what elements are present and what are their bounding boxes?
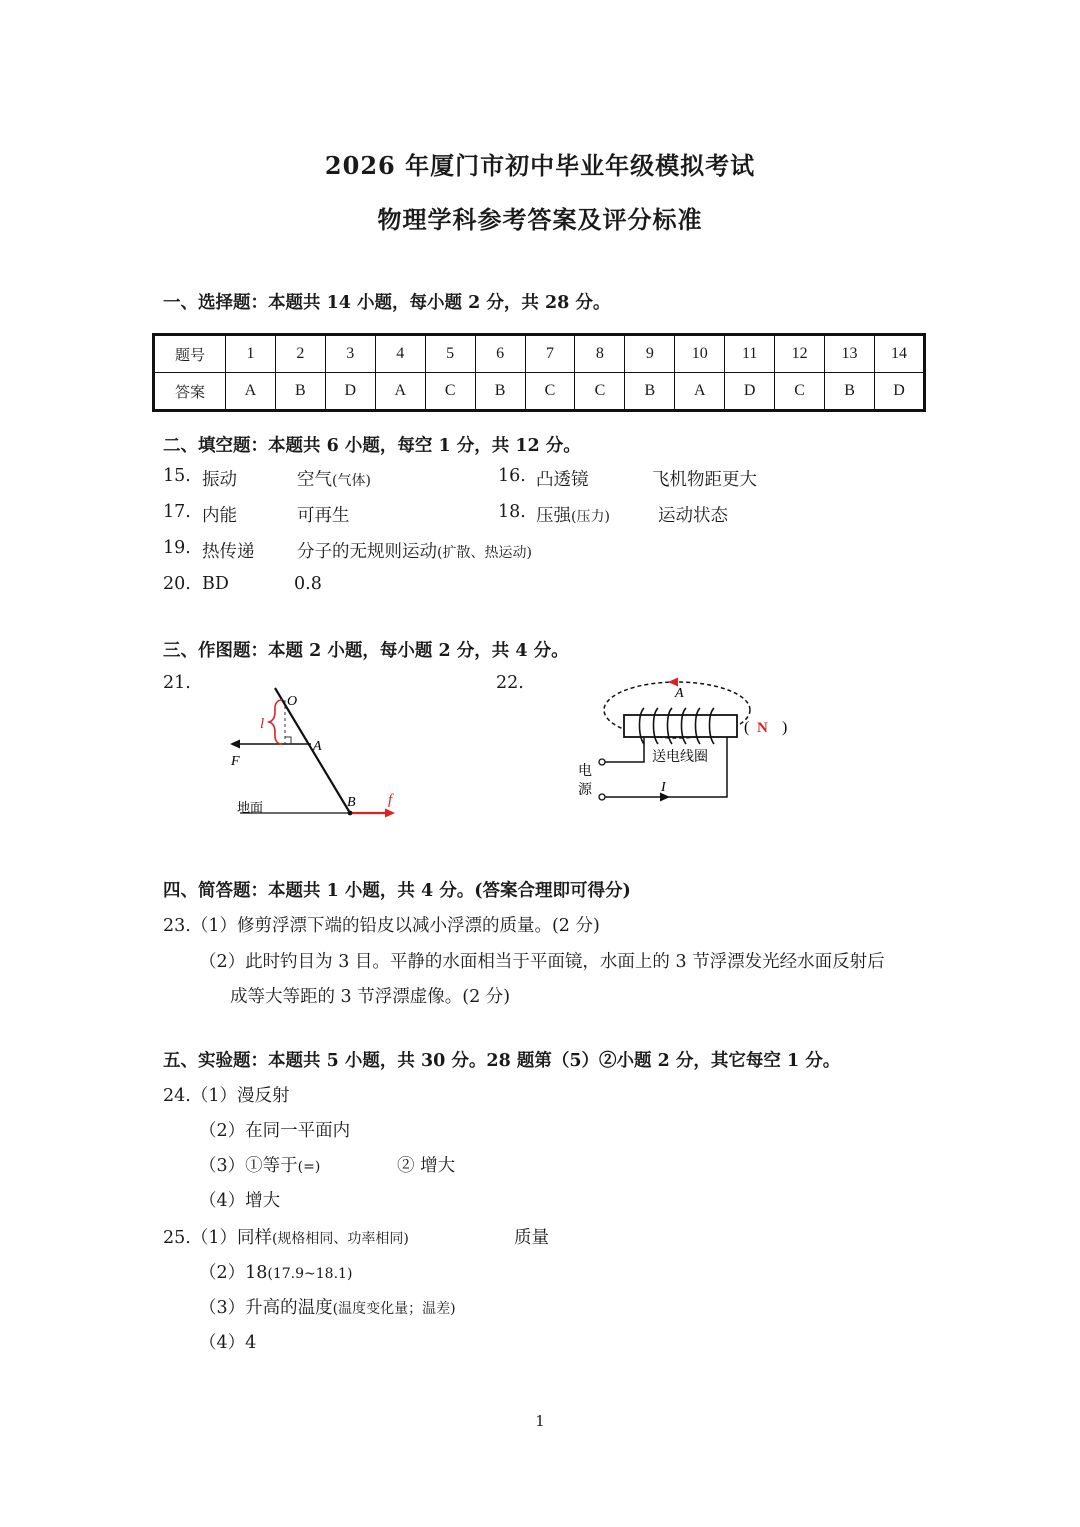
q17-answer2: 可再生 [297, 506, 350, 526]
q17-answer1: 内能 [202, 506, 237, 526]
q16-number: 16. [498, 466, 526, 486]
question-number: 7 [525, 335, 575, 373]
answer-cell: D [874, 373, 924, 411]
answer-table [152, 333, 926, 412]
q20-answer1: BD [202, 574, 229, 594]
question-number: 6 [475, 335, 525, 373]
q24-part4: （4）增大 [199, 1191, 281, 1211]
label-coil: 送电线圈 [652, 749, 708, 765]
q19-answer1: 热传递 [202, 542, 255, 562]
q16-answer1: 凸透镜 [536, 470, 589, 490]
q18-answer1: 压强(压力) [536, 506, 610, 526]
q20-number: 20. [163, 574, 191, 594]
question-number: 9 [625, 335, 675, 373]
q24-part2: （2）在同一平面内 [199, 1121, 351, 1141]
q17-number: 17. [163, 502, 191, 522]
point-b [348, 811, 353, 816]
label-o: O [287, 694, 298, 709]
section4-heading: 四、简答题：本题共 1 小题，共 4 分。(答案合理即可得分) [163, 881, 631, 901]
q19-answer2: 分子的无规则运动(扩散、热运动) [297, 542, 532, 562]
q25-part4: （4）4 [199, 1333, 257, 1353]
question-number: 8 [575, 335, 625, 373]
label-friction: f [388, 792, 393, 808]
row-label-answer: 答案 [154, 373, 226, 411]
q22-number: 22. [496, 673, 524, 693]
label-current: I [661, 780, 666, 795]
label-a: A [313, 739, 322, 754]
question-number: 13 [825, 335, 875, 373]
page-title: 2026 年厦门市初中毕业年级模拟考试 [324, 151, 756, 180]
coil-diagram [572, 670, 802, 810]
q16-answer2: 飞机物距更大 [652, 470, 757, 490]
q25-part1a: 25.（1）同样(规格相同、功率相同) [163, 1228, 409, 1248]
q24-part1: 24.（1）漫反射 [163, 1086, 290, 1106]
q23-part2: （2）此时钓目为 3 目。平静的水面相当于平面镜，水面上的 3 节浮漂发光经水面反射后 [199, 952, 885, 972]
q20-answer2: 0.8 [294, 574, 322, 594]
right-angle-mark [285, 737, 291, 744]
section1-heading: 一、选择题：本题共 14 小题，每小题 2 分，共 28 分。 [163, 293, 611, 313]
label-power-2: 源 [578, 782, 592, 798]
row-label-number: 题号 [154, 335, 226, 373]
section5-heading: 五、实验题：本题共 5 小题，共 30 分。28 题第（5）②小题 2 分，其它每空 1 分。 [163, 1051, 841, 1071]
answer-cell: B [475, 373, 525, 411]
answer-cell: A [675, 373, 725, 411]
q25-part3: （3）升高的温度(温度变化量；温差) [199, 1298, 456, 1318]
table-row-answers [154, 373, 925, 411]
question-number: 12 [775, 335, 825, 373]
q24-part3a: （3）①等于(=) [199, 1156, 321, 1176]
answer-cell: B [625, 373, 675, 411]
q15-answer1: 振动 [202, 470, 237, 490]
section2-heading: 二、填空题：本题共 6 小题，每空 1 分，共 12 分。 [163, 436, 581, 456]
q19-number: 19. [163, 538, 191, 558]
question-number: 11 [725, 335, 775, 373]
wire-top [602, 737, 644, 762]
label-f-force: F [231, 754, 240, 769]
answer-cell: C [575, 373, 625, 411]
answer-cell: C [775, 373, 825, 411]
question-number: 1 [226, 335, 276, 373]
q24-part3b: ② 增大 [397, 1156, 456, 1176]
coil-core [624, 715, 737, 737]
label-ground: 地面 [237, 801, 264, 816]
q15-answer2: 空气(气体) [297, 470, 371, 490]
question-number: 10 [675, 335, 725, 373]
force-f-arrowhead [230, 740, 240, 749]
answer-cell: B [825, 373, 875, 411]
lever-arm-brace [269, 700, 282, 744]
question-number: 14 [874, 335, 924, 373]
q21-number: 21. [163, 673, 191, 693]
q25-part1b: 质量 [514, 1228, 549, 1248]
label-paren-open: ( [744, 719, 750, 736]
section3-heading: 三、作图题：本题 2 小题，每小题 2 分，共 4 分。 [163, 641, 569, 661]
lever-diagram [220, 680, 410, 825]
question-number: 3 [325, 335, 375, 373]
table-row-numbers [154, 335, 925, 373]
terminal-bottom [599, 794, 605, 800]
label-north-pole: N [757, 720, 768, 736]
question-number: 4 [375, 335, 425, 373]
label-b: B [347, 795, 356, 810]
answer-cell: A [375, 373, 425, 411]
answer-cell: D [325, 373, 375, 411]
label-point-a: A [675, 686, 684, 701]
answer-cell: C [525, 373, 575, 411]
page-subtitle: 物理学科参考答案及评分标准 [377, 205, 703, 234]
label-paren-close: ) [782, 719, 788, 736]
label-power-1: 电 [578, 763, 592, 779]
page-number: 1 [535, 1412, 545, 1430]
terminal-top [599, 759, 605, 765]
answer-cell: A [226, 373, 276, 411]
answer-cell: C [425, 373, 475, 411]
q23-part1: 23.（1）修剪浮漂下端的铅皮以减小浮漂的质量。(2 分) [163, 916, 600, 936]
q18-answer2: 运动状态 [658, 506, 728, 526]
friction-f-arrowhead [385, 809, 395, 818]
answer-cell: B [275, 373, 325, 411]
answer-cell: D [725, 373, 775, 411]
q25-part2: （2）18(17.9~18.1) [199, 1263, 353, 1283]
q23-part2-cont: 成等大等距的 3 节浮漂虚像。(2 分) [230, 987, 511, 1007]
question-number: 5 [425, 335, 475, 373]
question-number: 2 [275, 335, 325, 373]
q15-number: 15. [163, 466, 191, 486]
q18-number: 18. [498, 502, 526, 522]
label-l: l [260, 716, 265, 732]
